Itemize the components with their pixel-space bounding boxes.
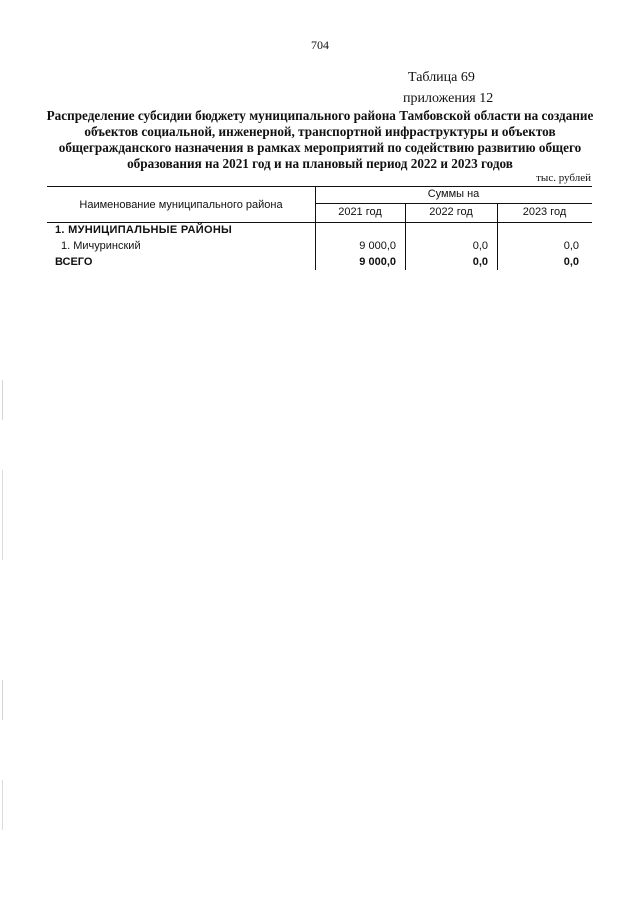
- appendix-label: приложения 12: [403, 91, 494, 106]
- header-bottom-border: [47, 222, 592, 223]
- total-label: ВСЕГО: [55, 256, 93, 268]
- title-line: общегражданского назначения в рамках мероприятий по содействию развитию общего: [58, 140, 582, 155]
- table-label: Таблица 69: [408, 70, 475, 85]
- header-year-2022: 2022 год: [429, 206, 473, 218]
- title-line: Распределение субсидии бюджету муниципального района Тамбовской области на создание: [46, 108, 594, 123]
- units-label: тыс. рублей: [536, 172, 591, 184]
- table-top-border: [47, 186, 592, 187]
- total-value-2021: 9 000,0: [359, 256, 396, 268]
- header-sums-group: Суммы на: [427, 188, 480, 200]
- section-heading: 1. МУНИЦИПАЛЬНЫЕ РАЙОНЫ: [55, 224, 233, 236]
- scan-edge-mark: [2, 680, 3, 720]
- row-value-2021: 9 000,0: [359, 240, 396, 252]
- title-line: объектов социальной, инженерной, транспортной инфраструктуры и объектов: [84, 124, 556, 139]
- sums-divider: [315, 203, 592, 204]
- document-title: [30, 108, 610, 172]
- header-name-column: Наименование муниципального района: [79, 199, 283, 211]
- header-year-2021: 2021 год: [338, 206, 382, 218]
- row-name: 1. Мичуринский: [61, 240, 141, 252]
- scan-edge-mark: [2, 470, 3, 560]
- scan-edge-mark: [2, 780, 3, 830]
- scan-edge-mark: [2, 380, 3, 420]
- page-number: 704: [311, 38, 329, 52]
- header-year-2023: 2023 год: [522, 206, 567, 218]
- total-value-2022: 0,0: [472, 256, 488, 268]
- row-value-2022: 0,0: [472, 240, 488, 252]
- title-line: образования на 2021 год и на плановый период 2022 и 2023 годов: [127, 156, 513, 171]
- row-value-2023: 0,0: [563, 240, 579, 252]
- total-value-2023: 0,0: [563, 256, 579, 268]
